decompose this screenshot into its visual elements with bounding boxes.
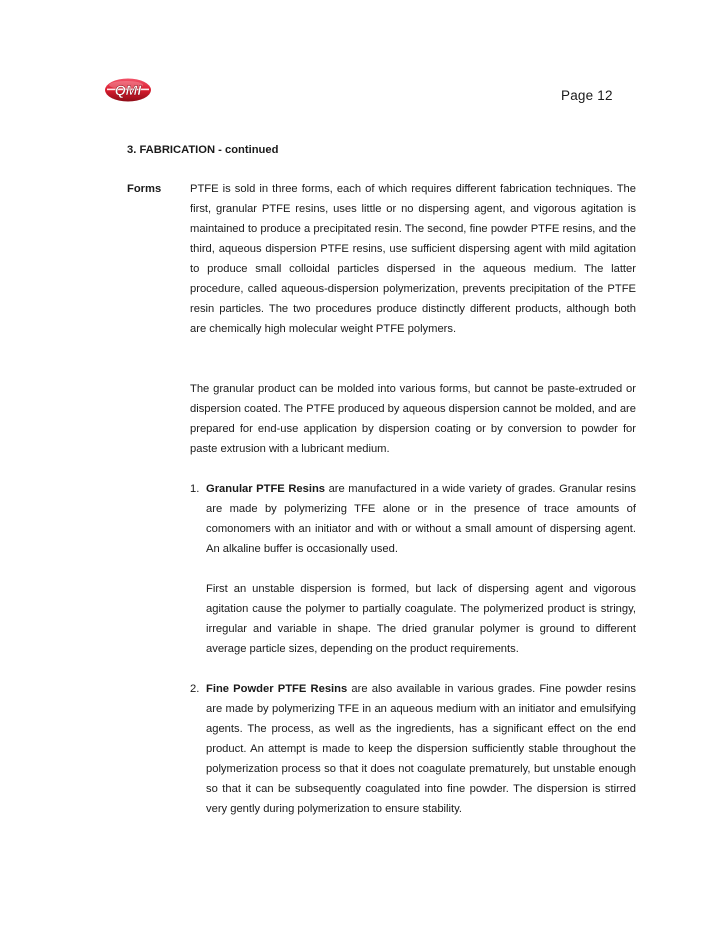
list-item-term: Fine Powder PTFE Resins: [206, 683, 348, 695]
paragraph-forms-intro: PTFE is sold in three forms, each of which requires different fabrication techniques. The first, granular PTFE resins, uses little or no dispersing agent, and vigorous agitation is maintained to produce a precipitated resin. The second, fine powder PTFE resins, and the third, aqueous dispersion PTFE resins, use sufficient dispersing agent with mild agitation to produce small colloidal particles dispersed in the aqueous medium. The latter procedure, called aqueous-dispersion polymerization, prevents precipitation of the PTFE resin particles. The two procedures produce distinctly different products, although both are chemically high molecular weight PTFE polymers.: [190, 183, 636, 335]
list-number: 2.: [190, 683, 200, 695]
list-item-term: Granular PTFE Resins: [206, 483, 326, 495]
list-item-text: are manufactured in a wide variety of grades. Granular resins are made by polymerizing TFE alone or in the presence of trace amounts of comonomers with an initiator and with or without a small amount of dispersing agent. An alkaline buffer is occasionally used.: [206, 483, 636, 555]
list-item-text: are also available in various grades. Fine powder resins are made by polymerizing TFE in an aqueous medium with an initiator and emulsifying agents. The process, as well as the ingredients, has a significant effect on the end product. An attempt is made to keep the dispersion sufficiently stable throughout the polymerization process so that it does not coagulate prematurely, but unstable enough so that it can be subsequently coagulated into fine powder. The dispersion is stirred very gently during polymerization to ensure stability.: [206, 683, 636, 815]
page-number: Page 12: [561, 88, 613, 103]
company-logo: [104, 77, 152, 103]
list-number: 1.: [190, 483, 200, 495]
section-heading: 3. FABRICATION - continued: [127, 144, 279, 156]
paragraph-granular-product: The granular product can be molded into various forms, but cannot be paste-extruded or dispersion coated. The PTFE produced by aqueous dispersion cannot be molded, and are prepared for end-use application by dispersion coating or by conversion to powder for paste extrusion with a lubricant medium.: [190, 383, 636, 455]
list-item-fine-powder-ptfe: [206, 679, 636, 819]
logo-text: QMI: [114, 82, 142, 98]
list-item-granular-ptfe: [206, 479, 636, 559]
side-label-forms: Forms: [127, 183, 162, 195]
list-item-granular-continuation: First an unstable dispersion is formed, but lack of dispersing agent and vigorous agitation cause the polymer to partially coagulate. The polymerized product is stringy, irregular and variable in shape. The dried granular polymer is ground to different average particle sizes, depending on the product requirements.: [206, 583, 636, 655]
